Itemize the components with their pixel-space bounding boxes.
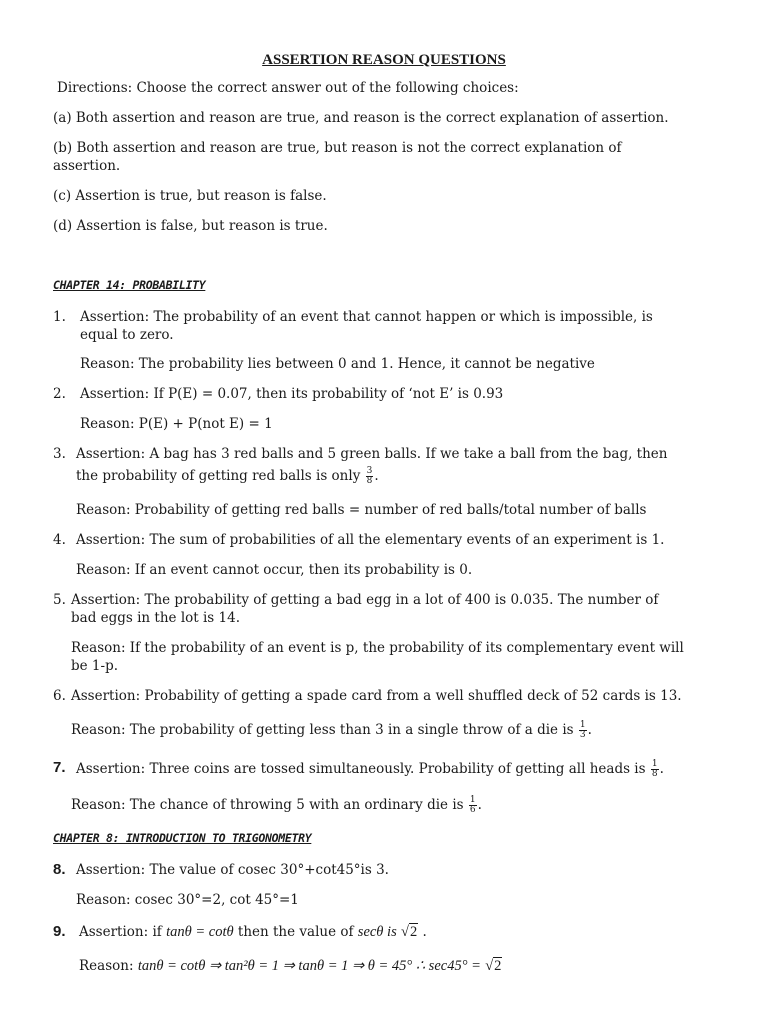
- q3-reason: Reason: Probability of getting red balls = number of red balls/total number of balls: [76, 502, 647, 518]
- q2-assertion: Assertion: If P(E) = 0.07, then its probability of ‘not E’ is 0.93: [80, 386, 504, 402]
- q6-frac-numerator: 1: [579, 720, 586, 730]
- q5-assertion-line2: bad eggs in the lot is 14.: [71, 610, 240, 626]
- q4-reason: Reason: If an event cannot occur, then its probability is 0.: [76, 562, 473, 578]
- q9-assertion: [79, 924, 427, 940]
- q4-number: 4.: [53, 532, 66, 548]
- q5-number: 5.: [53, 592, 66, 608]
- q3-frac-numerator: 3: [366, 466, 373, 476]
- q8-assertion: Assertion: The value of cosec 30°+cot45°is 3.: [76, 862, 389, 878]
- q9-assertion-pre: Assertion: if: [79, 924, 162, 940]
- q9-number: [53, 924, 66, 940]
- q7-number: [53, 760, 66, 776]
- q7-assertion-text: Assertion: Three coins are tossed simultaneously. Probability of getting all heads is: [76, 761, 646, 777]
- q1-reason: Reason: The probability lies between 0 and 1. Hence, it cannot be negative: [80, 356, 595, 372]
- q8-number: [53, 862, 66, 878]
- q7-number-text: 7.: [53, 759, 66, 776]
- q7-assertion-end: .: [659, 761, 664, 777]
- directions-intro: Directions: Choose the correct answer out of the following choices:: [57, 80, 519, 96]
- q3-assertion-line1: Assertion: A bag has 3 red balls and 5 green balls. If we take a ball from the bag, then: [76, 446, 668, 462]
- q2-reason: Reason: P(E) + P(not E) = 1: [80, 416, 273, 432]
- choice-d: (d) Assertion is false, but reason is true.: [53, 218, 328, 234]
- q8-number-text: 8.: [53, 861, 66, 878]
- q9-assertion-var: secθ is: [357, 924, 397, 940]
- q1-assertion-line2: equal to zero.: [80, 327, 174, 343]
- q9-reason-sqrt: √2: [485, 958, 502, 974]
- q9-reason: [79, 958, 502, 974]
- q7-assertion: [76, 760, 664, 779]
- q6-frac-denominator: 3: [579, 730, 586, 740]
- q5-reason-line2: be 1-p.: [71, 658, 119, 674]
- choice-b-line2: assertion.: [53, 158, 121, 174]
- q7-reason-fraction: [469, 796, 477, 815]
- q9-reason-radicand: 2: [494, 958, 502, 974]
- q9-assertion-sqrt: √2: [401, 924, 418, 940]
- q6-fraction: [579, 721, 587, 740]
- q5-assertion-line1: Assertion: The probability of getting a bad egg in a lot of 400 is 0.035. The number of: [71, 592, 659, 608]
- q7-reason-end: .: [477, 797, 482, 813]
- q7-r-frac-denominator: 6: [469, 805, 476, 815]
- choice-c: (c) Assertion is true, but reason is false.: [53, 188, 327, 204]
- q4-assertion: Assertion: The sum of probabilities of all the elementary events of an experiment is 1.: [76, 532, 665, 548]
- q1-number: 1.: [53, 309, 66, 325]
- q1-assertion-line1: Assertion: The probability of an event that cannot happen or which is impossible, is: [80, 309, 653, 325]
- q7-reason-text: Reason: The chance of throwing 5 with an ordinary die is: [71, 797, 464, 813]
- q6-reason: [71, 721, 592, 740]
- q2-number: 2.: [53, 386, 66, 402]
- page-title: ASSERTION REASON QUESTIONS: [262, 52, 506, 68]
- q9-assertion-radicand: 2: [410, 924, 418, 940]
- q3-frac-denominator: 8: [366, 476, 373, 486]
- q7-assertion-fraction: [651, 760, 659, 779]
- q3-assertion-end: .: [374, 468, 379, 484]
- q7-r-frac-numerator: 1: [469, 795, 476, 805]
- q6-reason-end: .: [587, 722, 592, 738]
- choice-b-line1: (b) Both assertion and reason are true, but reason is not the correct explanation of: [53, 140, 622, 156]
- q9-assertion-equation: tanθ = cotθ: [166, 924, 234, 940]
- choice-a: (a) Both assertion and reason are true, and reason is the correct explanation of assertion.: [53, 110, 669, 126]
- q3-assertion-line2: [76, 467, 379, 486]
- q6-number: 6.: [53, 688, 66, 704]
- chapter-14-heading: CHAPTER 14: PROBABILITY: [53, 278, 206, 292]
- q7-reason: [71, 796, 482, 815]
- q3-number: 3.: [53, 446, 66, 462]
- q3-fraction: [366, 467, 374, 486]
- q7-a-frac-numerator: 1: [651, 759, 658, 769]
- chapter-8-heading: CHAPTER 8: INTRODUCTION TO TRIGONOMETRY: [53, 831, 312, 845]
- q6-assertion: Assertion: Probability of getting a spade card from a well shuffled deck of 52 cards is 13.: [71, 688, 682, 704]
- q9-number-text: 9.: [53, 923, 66, 940]
- q9-assertion-end: .: [422, 924, 427, 940]
- q9-reason-equation: tanθ = cotθ ⇒ tan²θ = 1 ⇒ tanθ = 1 ⇒ θ = 45° ∴ sec45° =: [137, 958, 481, 974]
- q3-assertion-text: the probability of getting red balls is only: [76, 468, 361, 484]
- q6-reason-text: Reason: The probability of getting less than 3 in a single throw of a die is: [71, 722, 574, 738]
- q9-reason-pre: Reason:: [79, 958, 134, 974]
- q9-assertion-mid: then the value of: [237, 924, 354, 940]
- q7-a-frac-denominator: 8: [651, 769, 658, 779]
- q8-reason: Reason: cosec 30°=2, cot 45°=1: [76, 892, 299, 908]
- q5-reason-line1: Reason: If the probability of an event is p, the probability of its complementary event will: [71, 640, 684, 656]
